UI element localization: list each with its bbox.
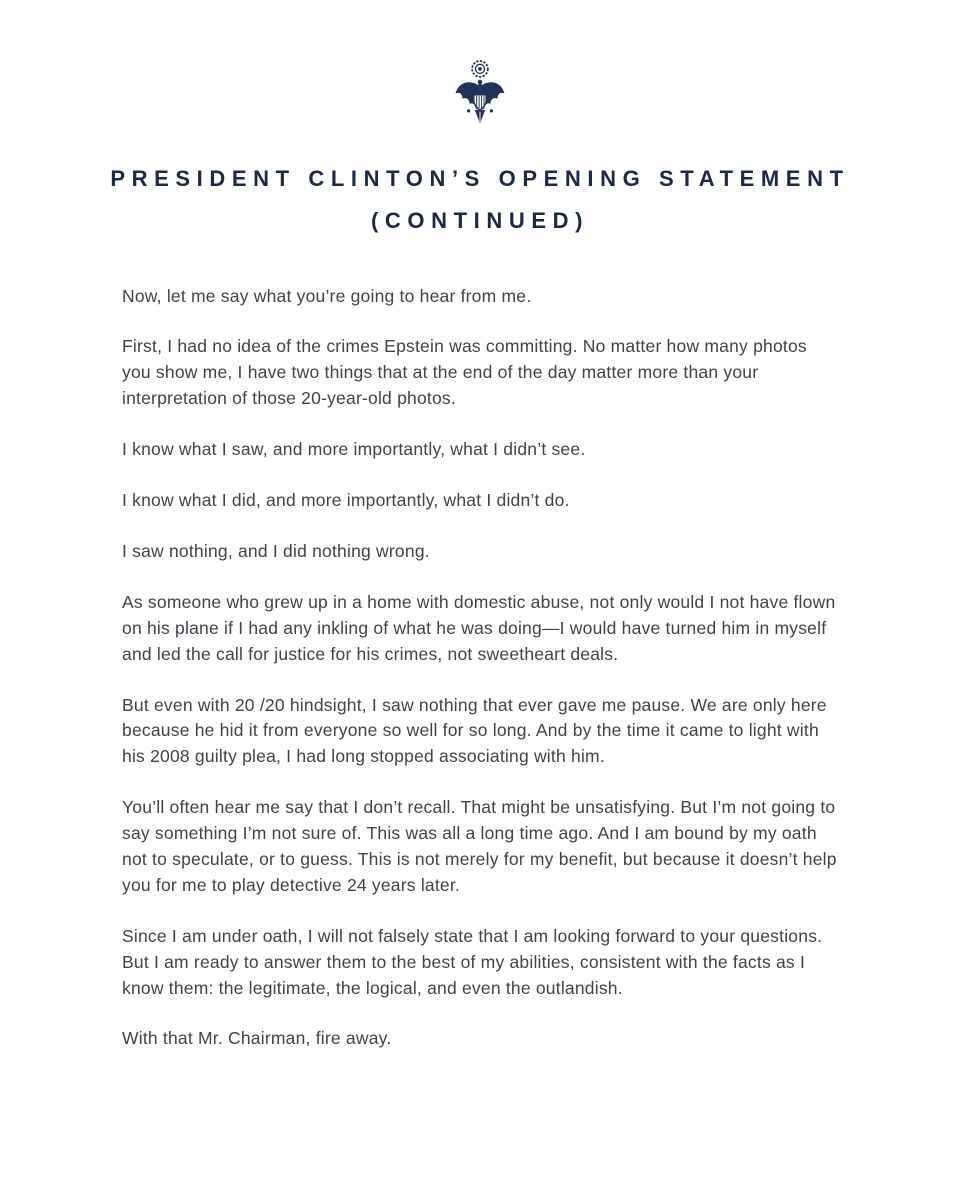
statement-paragraph: But even with 20 /20 hindsight, I saw nothing that ever gave me pause. We are only here because he hid it from everyone so well for so long. And by the time it came to light with his 2008 guilty plea, I had long stopped associating with him. — [122, 694, 827, 767]
statement-paragraph: With that Mr. Chairman, fire away. — [122, 1028, 392, 1049]
statement-paragraph: You’ll often hear me say that I don’t recall. That might be unsatisfying. But I’m not going to say something I’m not sure of. This was all a long time ago. And I am bound by my oath not to speculate, or to guess. This is not merely for my benefit, but because it doesn’t help you for me to play detective 24 years later. — [122, 797, 837, 895]
title-line-2: (CONTINUED) — [370, 207, 590, 233]
statement-paragraph: I know what I did, and more importantly, what I didn’t do. — [122, 490, 570, 511]
statement-paragraph: Now, let me say what you’re going to hear from me. — [122, 285, 532, 306]
title-line-1: PRESIDENT CLINTON’S OPENING STATEMENT — [110, 166, 850, 191]
statement-paragraph: I saw nothing, and I did nothing wrong. — [122, 540, 430, 561]
statement-paragraph: I know what I saw, and more importantly, what I didn’t see. — [122, 439, 586, 460]
statement-paragraph: First, I had no idea of the crimes Epstein was committing. No matter how many photos you show me, I have two things that at the end of the day matter more than your interpretation of those 20-year-old photos. — [122, 336, 807, 409]
document-title — [100, 158, 860, 242]
presidential-eagle-seal-icon — [0, 58, 960, 134]
statement-paragraph: As someone who grew up in a home with domestic abuse, not only would I not have flown on his plane if I had any inkling of what he was doing—I would have turned him in myself and led the call for justice for his crimes, not sweetheart deals. — [122, 591, 836, 664]
statement-body — [122, 284, 838, 1053]
statement-paragraph: Since I am under oath, I will not falsely state that I am looking forward to your questions. But I am ready to answer them to the best of my abilities, consistent with the facts as I know them: the legitimate, the logical, and even the outlandish. — [122, 925, 823, 998]
